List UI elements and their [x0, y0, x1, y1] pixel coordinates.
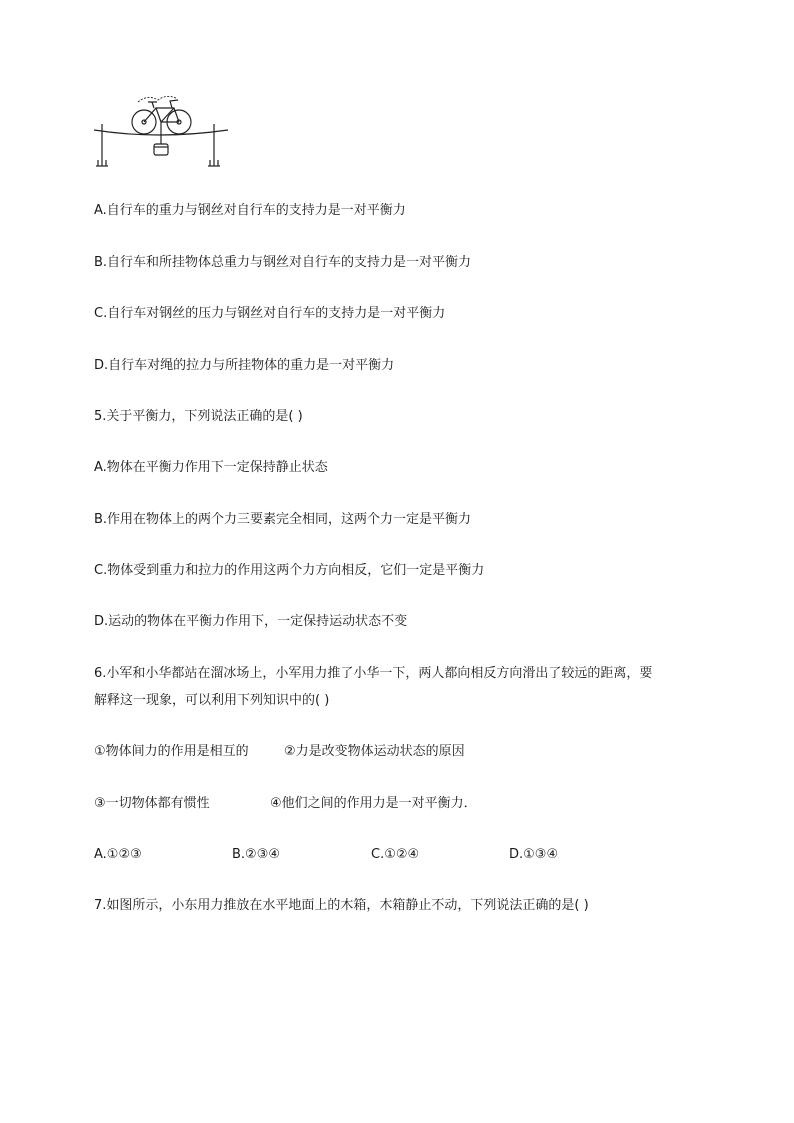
q6-option-b: B.②③④ [232, 847, 281, 862]
q5-option-a: A.物体在平衡力作用下一定保持静止状态 [94, 460, 328, 475]
q5-stem: 5.关于平衡力，下列说法正确的是( ) [94, 409, 303, 424]
q6-stem-line1: 6.小军和小华都站在溜冰场上，小军用力推了小华一下，两人都向相反方向滑出了较远的距离，要 [94, 666, 653, 681]
q6-statement-2: ②力是改变物体运动状态的原因 [284, 744, 465, 759]
q6-statement-4: ④他们之间的作用力是一对平衡力． [270, 796, 477, 811]
q6-option-a: A.①②③ [94, 847, 142, 862]
q6-statement-1: ①物体间力的作用是相互的 [94, 744, 249, 759]
bicycle-on-wire-figure [94, 92, 234, 172]
q4-option-d: D.自行车对绳的拉力与所挂物体的重力是一对平衡力 [94, 358, 395, 373]
q6-option-d: D.①③④ [509, 847, 559, 862]
q6-stem-line2: 解释这一现象，可以利用下列知识中的( ) [94, 693, 330, 708]
q6-option-c: C.①②④ [371, 847, 420, 862]
q4-option-c: C.自行车对钢丝的压力与钢丝对自行车的支持力是一对平衡力 [94, 306, 446, 321]
q4-option-a: A.自行车的重力与钢丝对自行车的支持力是一对平衡力 [94, 203, 406, 218]
q5-option-b: B.作用在物体上的两个力三要素完全相同，这两个力一定是平衡力 [94, 512, 472, 527]
q7-stem: 7.如图所示，小东用力推放在水平地面上的木箱，木箱静止不动，下列说法正确的是( ) [94, 898, 589, 913]
q6-statement-3: ③一切物体都有惯性 [94, 796, 210, 811]
q4-option-b: B.自行车和所挂物体总重力与钢丝对自行车的支持力是一对平衡力 [94, 255, 472, 270]
q5-option-c: C.物体受到重力和拉力的作用这两个力方向相反，它们一定是平衡力 [94, 563, 485, 578]
q5-option-d: D.运动的物体在平衡力作用下，一定保持运动状态不变 [94, 614, 408, 629]
